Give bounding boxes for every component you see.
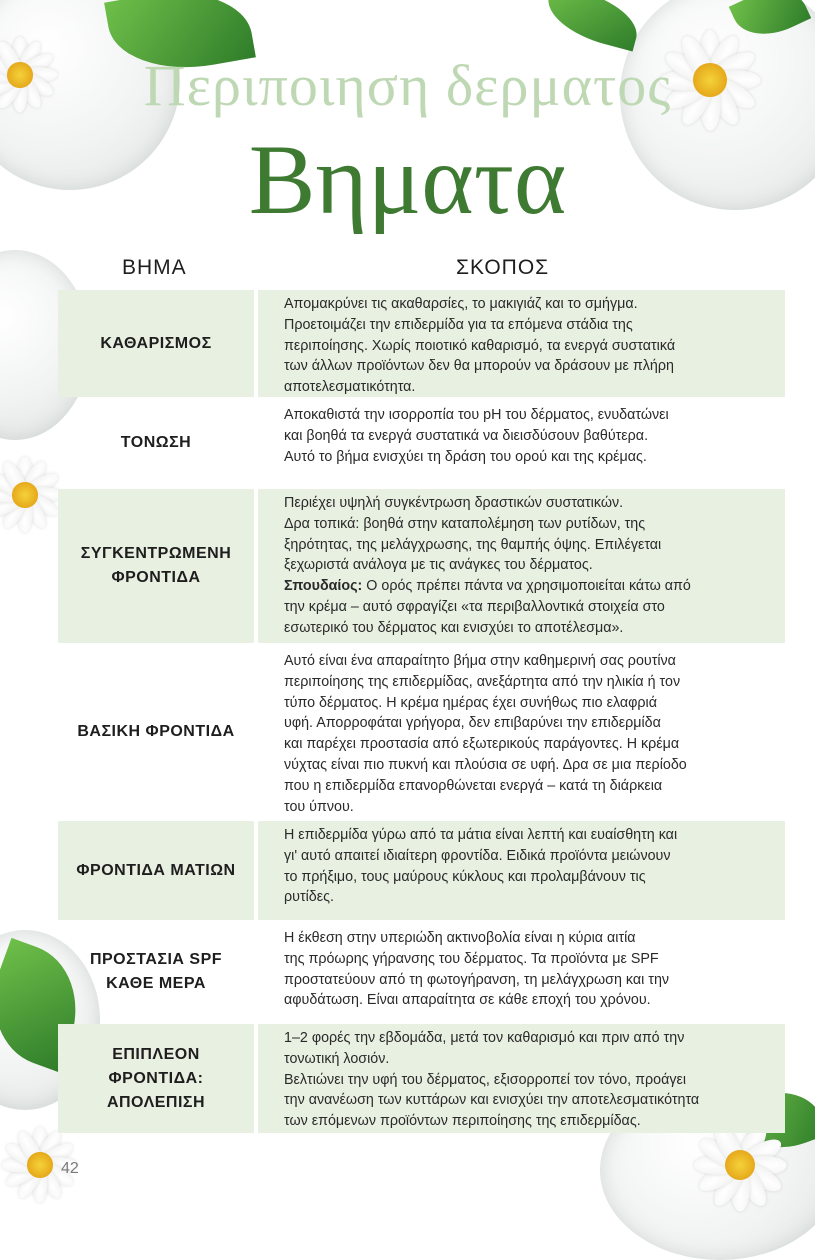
step-name	[58, 489, 254, 643]
step-name-line: ΦΡΟΝΤΙΔΑ ΜΑΤΙΩΝ	[76, 861, 236, 879]
step-name-line: ΠΡΟΣΤΑΣΙΑ SPF	[89, 951, 223, 968]
step-name-line: ΤΟΝΩΣΗ	[120, 434, 192, 451]
step-purpose	[258, 1024, 785, 1133]
purpose-line: περιποίησης. Χωρίς ποιοτικό καθαρισμό, τα ενεργά συστατικά	[284, 337, 676, 354]
step-name-text	[90, 948, 222, 996]
daisy-center	[27, 1152, 52, 1177]
step-purpose	[258, 290, 785, 397]
note-text: την κρέμα – αυτό σφραγίζει «τα περιβαλλοντικά στοιχεία στο	[284, 598, 665, 615]
step-purpose	[258, 489, 785, 643]
purpose-line: των άλλων προϊόντων δεν θα μπορούν να δράσουν με πλήρη	[284, 358, 674, 375]
purpose-line: της πρόωρης γήρανσης του δέρματος. Τα προϊόντα με SPF	[284, 950, 659, 967]
title-line-1: Περιποιηση δερματος	[143, 53, 672, 118]
purpose-line: Απομακρύνει τις ακαθαρσίες, το μακιγιάζ και το σμήγμα.	[284, 296, 638, 312]
column-header-step: ΒΗΜΑ	[122, 256, 187, 279]
purpose-line: Δρα τοπικά: βοηθά στην καταπολέμηση των ρυτίδων, της	[284, 515, 646, 532]
step-name-line: ΦΡΟΝΤΙΔΑ	[111, 569, 201, 586]
note-line	[284, 597, 775, 618]
purpose-line: Προετοιμάζει την επιδερμίδα για τα επόμενα στάδια της	[284, 316, 633, 333]
step-name	[58, 1024, 254, 1133]
step-name-line: ΣΥΓΚΕΝΤΡΩΜΕΝΗ	[80, 545, 232, 562]
purpose-line: τονωτική λοσιόν.	[284, 1050, 390, 1067]
step-name-text	[77, 720, 234, 744]
step-name-line: ΑΠΟΛΕΠΙΣΗ	[106, 1093, 206, 1111]
purpose-line: περιποίησης της επιδερμίδας, ανεξάρτητα από την ηλικία ή τον	[284, 673, 681, 690]
table-row	[0, 401, 815, 485]
step-name-text	[100, 332, 211, 356]
table-row	[0, 924, 815, 1020]
step-name	[58, 821, 254, 920]
purpose-line: Περιέχει υψηλή συγκέντρωση δραστικών συστατικών.	[284, 495, 624, 511]
purpose-line: αφυδάτωση. Είναι απαραίτητα σε κάθε εποχή του χρόνου.	[284, 992, 651, 1009]
step-name	[58, 401, 254, 485]
purpose-line: υφή. Απορροφάται γρήγορα, δεν επιβαρύνει την επιδερμίδα	[284, 715, 661, 732]
purpose-line: νύχτας είναι πιο πυκνή και πλούσια σε υφή. Δρα σε μια περίοδο	[284, 756, 687, 773]
purpose-line: Βελτιώνει την υφή του δέρματος, εξισορροπεί τον τόνο, προάγει	[284, 1071, 687, 1088]
note-text: εσωτερικό του δέρματος και ενισχύει το αποτέλεσμα».	[284, 619, 624, 636]
table-row	[0, 647, 815, 817]
table-row	[0, 489, 815, 643]
step-name-line: ΚΑΘΑΡΙΣΜΟΣ	[100, 334, 212, 352]
table-row	[0, 1024, 815, 1133]
purpose-line: το πρήξιμο, τους μαύρους κύκλους και προλαμβάνουν τις	[284, 868, 646, 885]
purpose-line: Αποκαθιστά την ισορροπία του pH του δέρματος, ενυδατώνει	[284, 407, 669, 423]
step-name-line: ΕΠΙΠΛΕΟΝ	[112, 1045, 200, 1063]
purpose-line: ξηρότητας, της μελάγχρωσης, της θαμπής όψης. Επιλέγεται	[284, 536, 662, 553]
note-text: Ο ορός πρέπει πάντα να χρησιμοποιείται κάτω από	[366, 578, 691, 595]
step-name-text	[76, 859, 235, 883]
purpose-line: του ύπνου.	[284, 798, 354, 815]
purpose-line: αποτελεσματικότητα.	[284, 379, 416, 396]
column-header-purpose: ΣΚΟΠΟΣ	[456, 256, 550, 279]
note-line	[284, 576, 775, 597]
purpose-line: Η επιδερμίδα γύρω από τα μάτια είναι λεπτή και ευαίσθητη και	[284, 827, 678, 843]
purpose-line: την ανανέωση των κυττάρων και ενισχύει την αποτελεσματικότητα	[284, 1092, 700, 1109]
purpose-line: των επόμενων προϊόντων περιποίησης της επιδερμίδας.	[284, 1113, 641, 1130]
purpose-line: γι' αυτό απαιτεί ιδιαίτερη φροντίδα. Ειδικά προϊόντα μειώνουν	[284, 847, 671, 864]
purpose-line: ξεχωριστά ανάλογα με τις ανάγκες του δέρματος.	[284, 557, 593, 574]
purpose-line: Αυτό είναι ένα απαραίτητο βήμα στην καθημερινή σας ρουτίνα	[284, 653, 676, 669]
page-number: 42	[61, 1160, 79, 1177]
step-name	[58, 647, 254, 817]
note-label: Σπουδαίος:	[284, 578, 363, 595]
purpose-line: 1–2 φορές την εβδομάδα, μετά τον καθαρισμό και πριν από την	[284, 1030, 685, 1046]
step-purpose	[258, 924, 785, 1020]
purpose-line: Η έκθεση στην υπεριώδη ακτινοβολία είναι η κύρια αιτία	[284, 930, 636, 946]
purpose-line: Αυτό το βήμα ενισχύει τη δράση του ορού και της κρέμας.	[284, 448, 647, 465]
step-name	[58, 290, 254, 397]
purpose-line: τύπο δέρματος. Η κρέμα ημέρας έχει συνήθως πιο ελαφριά	[284, 694, 657, 711]
step-name-text	[121, 431, 191, 455]
step-name-line: ΦΡΟΝΤΙΔΑ:	[108, 1069, 204, 1087]
step-purpose	[258, 821, 785, 920]
leaf-top-right	[541, 0, 644, 52]
table-row	[0, 821, 815, 920]
title-line-2: Βηματα	[248, 124, 567, 235]
purpose-line: ρυτίδες.	[284, 889, 334, 906]
purpose-line: προστατεύουν από τη φωτογήρανση, τη μελάγχρωση και την	[284, 971, 670, 988]
step-purpose	[258, 647, 785, 817]
step-name-text	[81, 542, 232, 590]
purpose-line: που η επιδερμίδα επανορθώνεται ενεργά – κατά τη διάρκεια	[284, 777, 663, 794]
purpose-line: και βοηθά τα ενεργά συστατικά να διεισδύσουν βαθύτερα.	[284, 427, 649, 444]
purpose-line: και παρέχει προστασία από εξωτερικούς παράγοντες. Η κρέμα	[284, 736, 680, 753]
step-name-text	[107, 1043, 205, 1115]
note-line	[284, 618, 775, 639]
step-purpose	[258, 401, 785, 485]
step-name-line: ΒΑΣΙΚΗ ΦΡΟΝΤΙΔΑ	[77, 723, 235, 740]
step-name	[58, 924, 254, 1020]
table-row	[0, 290, 815, 397]
step-name-line: ΚΑΘΕ ΜΕΡΑ	[106, 975, 206, 992]
